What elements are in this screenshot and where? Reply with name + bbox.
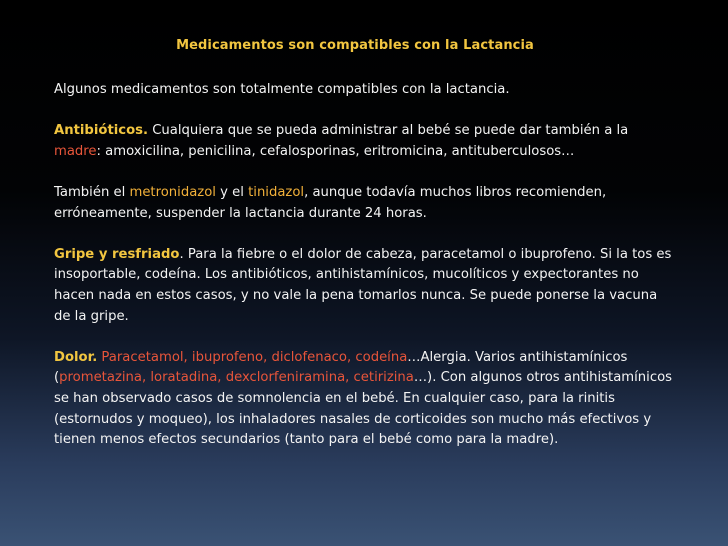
tinidazol-link[interactable]: tinidazol [248, 184, 305, 200]
gripe-heading: Gripe y resfriado [54, 246, 180, 262]
antibioticos-heading: Antibióticos. [54, 123, 148, 139]
metronidazol-link[interactable]: metronidazol [129, 184, 216, 200]
dolor-text-2: …). Con algunos otros antihistamínicos se han observado casos de somnolencia en el bebé. En cualquier caso, para la rinitis (estornudos y moqueo), los inhaladores nasales de corticoides son mucho más efectivos y tienen menos efectos secundarios (tanto para el bebé como para la madre). [54, 370, 673, 448]
dolor-paragraph [54, 348, 676, 451]
slide-content [54, 80, 676, 471]
metro-text-1: También el [54, 184, 130, 200]
antibioticos-text-2: : amoxicilina, penicilina, cefalosporinas, eritromicina, antituberculosos… [96, 143, 575, 159]
metronidazol-paragraph [54, 183, 676, 224]
dolor-meds-link[interactable]: Paracetamol, ibuprofeno, diclofenaco, codeína [97, 349, 408, 365]
dolor-heading: Dolor. [54, 349, 98, 365]
metro-text-2: y el [215, 184, 249, 200]
intro-text: Algunos medicamentos son totalmente compatibles con la lactancia. [54, 82, 510, 97]
antibioticos-text-1: Cualquiera que se pueda administrar al bebé se puede dar también a la [148, 123, 629, 139]
dolor-text-1: …Alergia. Varios antihistamínicos ( [54, 349, 628, 386]
metro-text-3: , aunque todavía muchos libros recomienden, erróneamente, suspender la lactancia durante 24 horas. [54, 184, 607, 221]
gripe-text: . Para la fiebre o el dolor de cabeza, paracetamol o ibuprofeno. Si la tos es insoportable, codeína. Los antibióticos, antihistamínicos, mucolíticos y expectorantes no hacen nada en estos casos, y no vale la pena tomarlos nunca. Se puede ponerse la vacuna de la gripe. [54, 246, 672, 324]
slide-title: Medicamentos son compatibles con la Lactancia [176, 38, 534, 53]
antibioticos-paragraph [54, 121, 676, 162]
intro-paragraph [54, 80, 676, 101]
antihistaminicos-link[interactable]: prometazina, loratadina, dexclorfeniramina, cetirizina [59, 370, 414, 386]
madre-link[interactable]: madre [54, 143, 97, 159]
gripe-paragraph [54, 245, 676, 327]
